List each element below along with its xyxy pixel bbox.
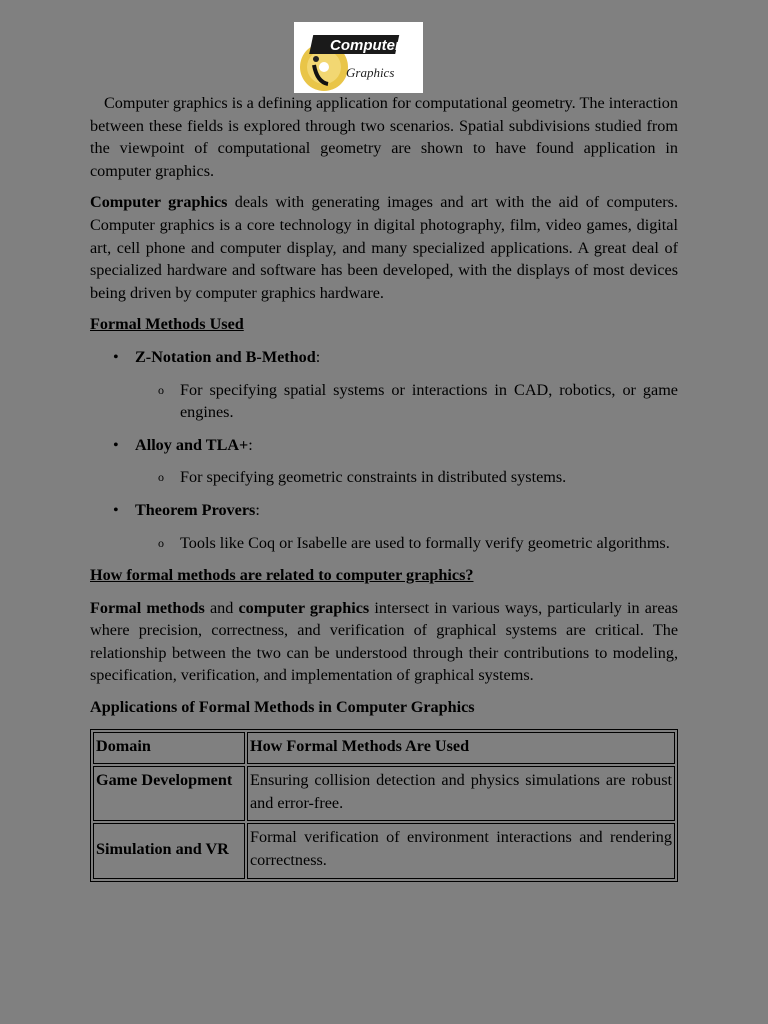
table-cell-domain: Simulation and VR [93, 823, 245, 878]
formal-methods-heading: Formal Methods Used [90, 315, 244, 334]
list-item [135, 466, 678, 489]
circle-bullet-icon: o [158, 382, 164, 397]
conjunction-text: and [204, 598, 239, 617]
table-cell-domain: Game Development [93, 766, 245, 821]
table-header: Domain [93, 732, 245, 765]
table-header: How Formal Methods Are Used [247, 732, 675, 765]
table-row [93, 766, 675, 821]
formal-methods-term: Formal methods [90, 598, 205, 617]
relation-paragraph [90, 597, 678, 687]
list-item [90, 499, 678, 554]
document-body [90, 92, 678, 882]
logo-word-graphics: Graphics [346, 65, 395, 80]
intro-paragraph: Computer graphics is a defining application for computational geometry. The interaction between these fields is explored through two scenarios. Spatial subdivisions studied from the viewpoint of computational geometry are shown to have found application in computer graphics. [90, 94, 678, 180]
method-details [135, 466, 678, 489]
computer-graphics-term: Computer graphics [90, 193, 228, 212]
method-name: Alloy and TLA+ [135, 435, 249, 454]
method-detail: Tools like Coq or Isabelle are used to formally verify geometric algorithms. [180, 533, 670, 552]
table-header-row [93, 732, 675, 765]
method-detail: For specifying spatial systems or interactions in CAD, robotics, or game engines. [180, 380, 678, 422]
computer-graphics-term: computer graphics [238, 598, 370, 617]
circle-bullet-icon: o [158, 535, 164, 550]
computer-graphics-paragraph [90, 191, 678, 304]
computer-graphics-text: deals with generating images and art with the aid of computers. Computer graphics is a core technology in digital photography, film, video games, digital art, cell phone and computer display, and many specialized applications. A great deal of specialized hardware and software has been developed, with the displays of most devices being driven by computer graphics hardware. [90, 193, 678, 302]
method-colon: : [315, 347, 321, 366]
formal-methods-list [90, 346, 678, 554]
bullet-icon: • [113, 435, 119, 454]
relation-heading: How formal methods are related to computer graphics? [90, 566, 474, 585]
method-detail: For specifying geometric constraints in distributed systems. [180, 468, 567, 487]
table-cell-usage: Ensuring collision detection and physics simulations are robust and error-free. [247, 766, 675, 821]
list-item [90, 434, 678, 489]
method-name: Theorem Provers [135, 500, 256, 519]
relation-text: intersect in various ways, particularly in areas where precision, correctness, and verification of graphical systems are critical. The relationship between the two can be understood through their contributions to modeling, specification, verification, and implementation of graphical systems. [90, 598, 678, 685]
bullet-icon: • [113, 500, 119, 519]
cd-disc-icon [294, 22, 423, 93]
bullet-icon: • [113, 347, 119, 366]
method-colon: : [255, 500, 260, 519]
method-name: Z-Notation and B-Method [135, 347, 316, 366]
applications-table [90, 729, 678, 882]
list-item [135, 379, 678, 424]
list-item [135, 532, 678, 555]
list-item [90, 346, 678, 424]
logo-word-computer: Computer [330, 37, 401, 54]
table-cell-usage: Formal verification of environment interactions and rendering correctness. [247, 823, 675, 878]
circle-bullet-icon: o [158, 470, 164, 485]
computer-graphics-logo [294, 22, 423, 93]
table-row [93, 823, 675, 878]
method-details [135, 379, 678, 424]
method-colon: : [248, 435, 253, 454]
method-details [135, 532, 678, 555]
applications-heading: Applications of Formal Methods in Computer Graphics [90, 698, 475, 717]
